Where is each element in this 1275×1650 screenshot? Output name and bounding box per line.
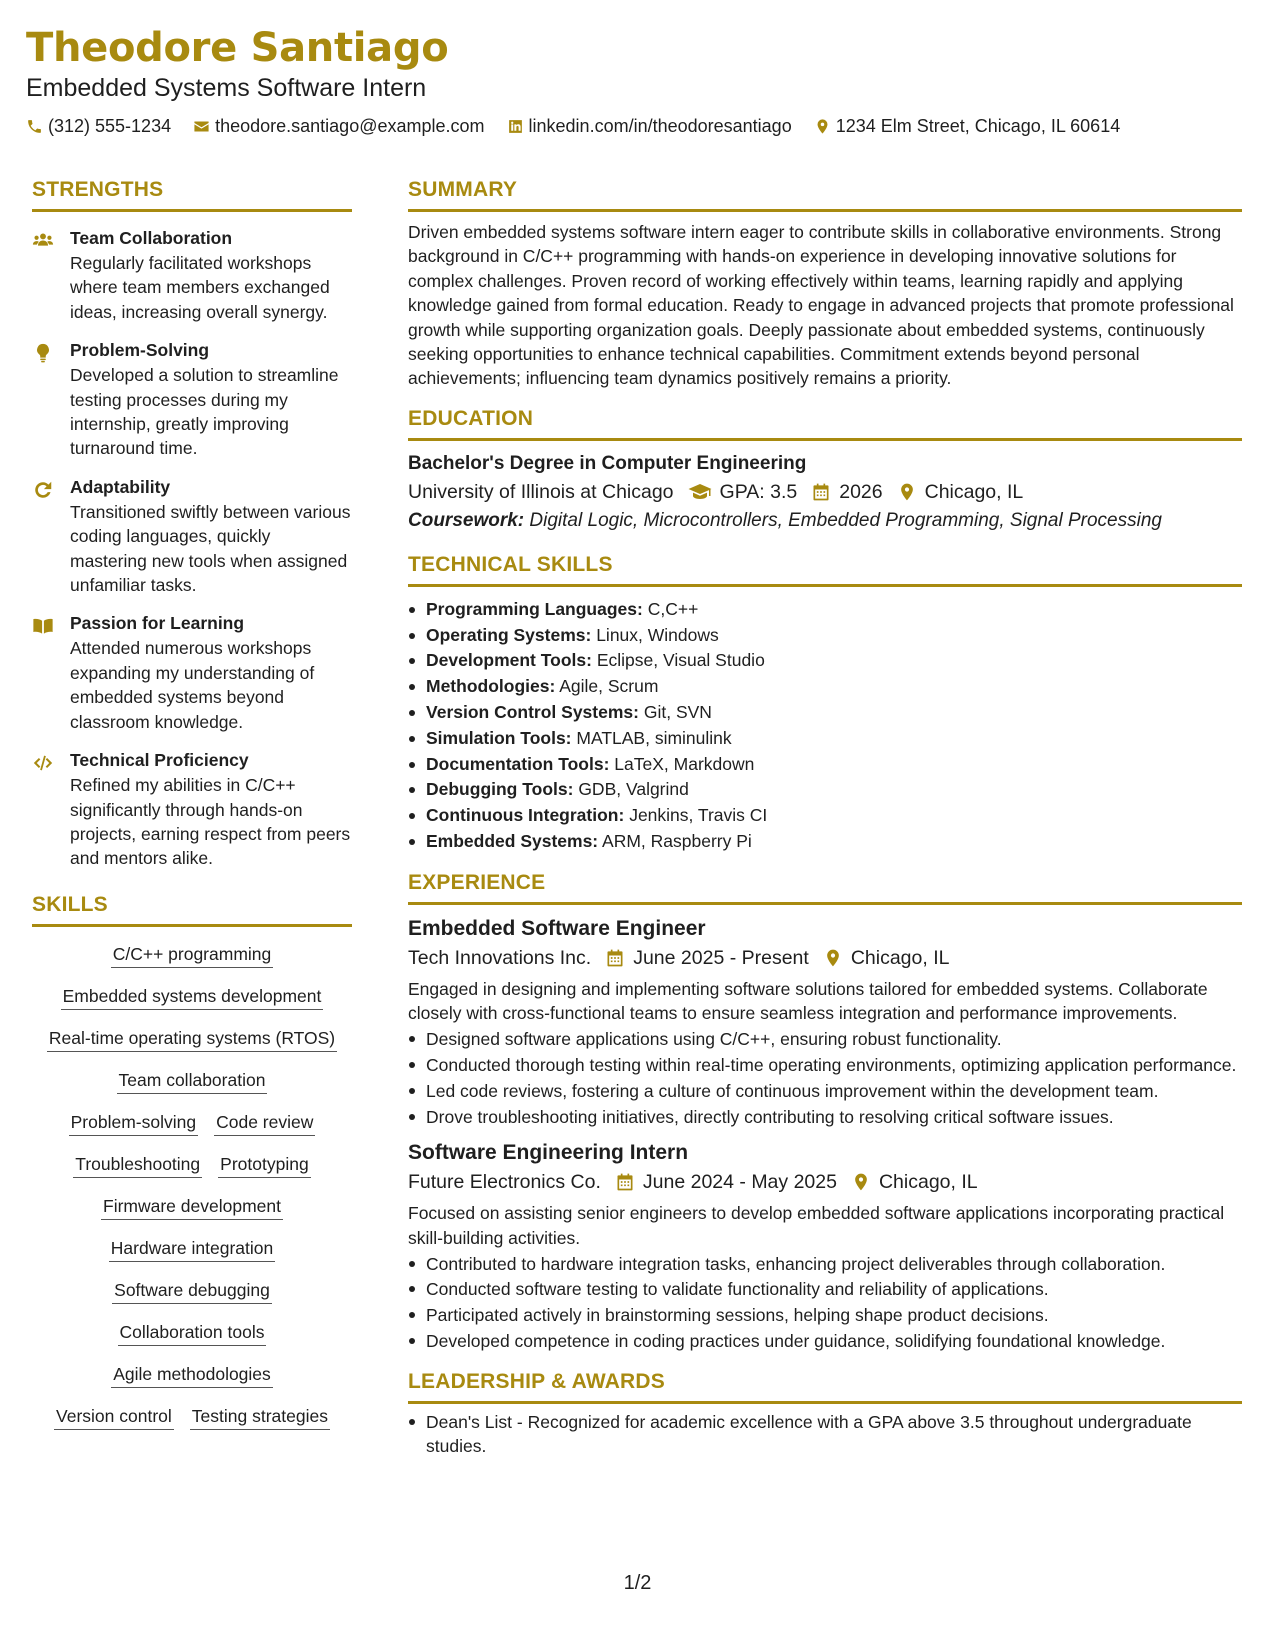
skill-tag: C/C++ programming	[111, 941, 274, 968]
job-title: Software Engineering Intern	[408, 1141, 689, 1165]
job-title: Embedded Software Engineer	[408, 916, 706, 940]
strength-item	[32, 338, 352, 461]
strength-desc: Regularly facilitated workshops where team members exchanged ideas, increasing overall synergy.	[70, 253, 330, 322]
contact-linkedin[interactable]	[507, 114, 792, 138]
job-dates: June 2024 - May 2025	[615, 1167, 837, 1197]
skills-list	[32, 941, 352, 1445]
phone-icon	[26, 118, 43, 135]
skill-tag: Real-time operating systems (RTOS)	[47, 1025, 337, 1052]
graduation-cap-icon	[688, 480, 712, 504]
email-text: theodore.santiago@example.com	[215, 116, 485, 136]
phone-text: (312) 555-1234	[48, 116, 172, 136]
map-pin-icon	[814, 118, 831, 135]
gpa-item	[688, 477, 798, 507]
list-item: Drove troubleshooting initiatives, directly contributing to resolving critical software issues.	[408, 1105, 1242, 1129]
list-item: Dean's List - Recognized for academic excellence with a GPA above 3.5 throughout undergraduate studies.	[408, 1410, 1242, 1459]
contact-email[interactable]	[193, 114, 484, 138]
linkedin-text: linkedin.com/in/theodoresantiago	[528, 116, 792, 136]
list-item: Documentation Tools: LaTeX, Markdown	[408, 752, 1242, 778]
company-name: Future Electronics Co.	[408, 1171, 601, 1194]
job-description: Engaged in designing and implementing software solutions tailored for embedded systems. Collaborate closely with cross-functional teams to ensure seamless integration and performance improvements.	[408, 978, 1208, 1024]
list-item: Participated actively in brainstorming sessions, helping shape product decisions.	[408, 1303, 1242, 1327]
education-meta	[408, 477, 1242, 507]
location-item	[897, 477, 1024, 507]
strength-item	[32, 748, 352, 871]
job-dates: June 2025 - Present	[605, 943, 809, 973]
technical-skills-heading: TECHNICAL SKILLS	[408, 551, 1242, 587]
list-item: Contributed to hardware integration tasks, enhancing project deliverables through collaboration.	[408, 1252, 1242, 1276]
skill-tag: Hardware integration	[109, 1235, 275, 1262]
strength-desc: Transitioned swiftly between various coding languages, quickly mastering new tools when assigned unfamiliar tasks.	[70, 501, 351, 596]
job-entry	[408, 1139, 1242, 1353]
skill-tag: Code review	[214, 1109, 315, 1136]
strength-title: Passion for Learning	[70, 613, 245, 634]
coursework-label: Coursework:	[408, 509, 525, 531]
list-item: Simulation Tools: MATLAB, siminulink	[408, 726, 1242, 752]
technical-skills-list	[408, 597, 1242, 855]
map-pin-icon	[851, 1172, 871, 1192]
lightbulb-icon	[32, 342, 54, 364]
list-item: Development Tools: Eclipse, Visual Studio	[408, 648, 1242, 674]
job-meta	[408, 1167, 1242, 1197]
right-column	[408, 176, 1242, 1459]
rotate-icon	[32, 479, 54, 501]
strength-desc: Attended numerous workshops expanding my understanding of embedded systems beyond classroom knowledge.	[70, 638, 315, 732]
skill-tag: Collaboration tools	[118, 1319, 267, 1346]
strength-title: Adaptability	[70, 476, 171, 497]
coursework	[408, 507, 1242, 535]
contact-phone[interactable]	[26, 114, 171, 138]
school-name: University of Illinois at Chicago	[408, 480, 674, 503]
list-item: Version Control Systems: Git, SVN	[408, 700, 1242, 726]
list-item: Methodologies: Agile, Scrum	[408, 674, 1242, 700]
skill-tag: Software debugging	[112, 1277, 272, 1304]
map-pin-icon	[823, 948, 843, 968]
code-icon	[32, 752, 54, 774]
skill-tag: Version control	[54, 1403, 174, 1430]
contact-bar	[26, 114, 1246, 138]
list-item: Programming Languages: C,C++	[408, 597, 1242, 623]
strength-title: Technical Proficiency	[70, 750, 249, 771]
calendar-icon	[615, 1172, 635, 1192]
leadership-heading: LEADERSHIP & AWARDS	[408, 1368, 1242, 1404]
summary-text: Driven embedded systems software intern eager to contribute skills in collaborative environments. Strong background in C/C++ programming with hands-on experience in developing innovative solutions for complex challenges. Proven record of working effectively within teams, learning rapidly and applying knowledge gained from formal education. Ready to engage in advanced projects that promote professional growth while supporting organization goals. Deeply passionate about embedded systems, continuously seeking opportunities to enhance technical capabilities. Commitment extends beyond personal achievements; influencing team dynamics positively remains a priority.	[408, 222, 1234, 389]
education-heading: EDUCATION	[408, 405, 1242, 441]
address-text: 1234 Elm Street, Chicago, IL 60614	[835, 116, 1121, 136]
gpa-text: GPA: 3.5	[719, 480, 798, 503]
skill-tag: Testing strategies	[190, 1403, 330, 1430]
experience-heading: EXPERIENCE	[408, 869, 1242, 905]
job-description: Focused on assisting senior engineers to develop embedded software applications incorporating practical skill-building activities.	[408, 1203, 1225, 1248]
list-item: Led code reviews, fostering a culture of continuous improvement within the development team.	[408, 1079, 1242, 1103]
candidate-title: Embedded Systems Software Intern	[26, 74, 427, 102]
strength-desc: Developed a solution to streamline testing processes during my internship, greatly improving turnaround time.	[70, 365, 339, 459]
users-icon	[32, 230, 54, 252]
skill-tag: Prototyping	[218, 1151, 311, 1178]
strength-title: Problem-Solving	[70, 340, 210, 361]
list-item: Designed software applications using C/C++, ensuring robust functionality.	[408, 1027, 1242, 1051]
strength-item	[32, 226, 352, 324]
page-number: 1/2	[623, 1572, 652, 1594]
skill-tag: Agile methodologies	[111, 1361, 273, 1388]
book-open-icon	[32, 615, 54, 637]
school-location: Chicago, IL	[924, 480, 1024, 503]
job-bullets	[408, 1252, 1242, 1354]
list-item: Conducted software testing to validate functionality and reliability of applications.	[408, 1277, 1242, 1301]
skill-tag: Team collaboration	[117, 1067, 268, 1094]
job-location: Chicago, IL	[851, 1167, 978, 1197]
list-item: Conducted thorough testing within real-time operating environments, optimizing application performance.	[408, 1053, 1242, 1077]
map-pin-icon	[897, 482, 917, 502]
grad-year: 2026	[839, 480, 883, 503]
skill-tag: Firmware development	[101, 1193, 283, 1220]
strength-item	[32, 475, 352, 598]
contact-address	[814, 114, 1121, 138]
leadership-list	[408, 1410, 1242, 1459]
strength-item	[32, 611, 352, 734]
list-item: Embedded Systems: ARM, Raspberry Pi	[408, 829, 1242, 855]
skills-heading: SKILLS	[32, 891, 352, 927]
calendar-icon	[811, 482, 831, 502]
skill-tag: Problem-solving	[69, 1109, 198, 1136]
list-item: Developed competence in coding practices under guidance, solidifying foundational knowledge.	[408, 1329, 1242, 1353]
job-entry	[408, 915, 1242, 1129]
resume-header	[26, 22, 1246, 138]
coursework-list: Digital Logic, Microcontrollers, Embedded Programming, Signal Processing	[529, 509, 1162, 531]
job-meta	[408, 943, 1242, 973]
degree-title: Bachelor's Degree in Computer Engineering	[408, 452, 807, 474]
skill-tag: Embedded systems development	[61, 983, 324, 1010]
job-bullets	[408, 1027, 1242, 1129]
envelope-icon	[193, 118, 210, 135]
list-item: Operating Systems: Linux, Windows	[408, 623, 1242, 649]
candidate-name: Theodore Santiago	[26, 25, 449, 71]
strengths-heading: STRENGTHS	[32, 176, 352, 212]
skill-tag: Troubleshooting	[73, 1151, 202, 1178]
company-name: Tech Innovations Inc.	[408, 946, 592, 969]
left-column	[32, 176, 352, 1445]
job-location: Chicago, IL	[823, 943, 950, 973]
strength-desc: Refined my abilities in C/C++ significantly through hands-on projects, earning respect from peers and mentors alike.	[70, 775, 351, 869]
calendar-icon	[605, 948, 625, 968]
linkedin-icon	[507, 118, 524, 135]
list-item: Continuous Integration: Jenkins, Travis CI	[408, 803, 1242, 829]
summary-heading: SUMMARY	[408, 176, 1242, 212]
year-item	[811, 477, 882, 507]
strength-title: Team Collaboration	[70, 228, 233, 248]
list-item: Debugging Tools: GDB, Valgrind	[408, 777, 1242, 803]
